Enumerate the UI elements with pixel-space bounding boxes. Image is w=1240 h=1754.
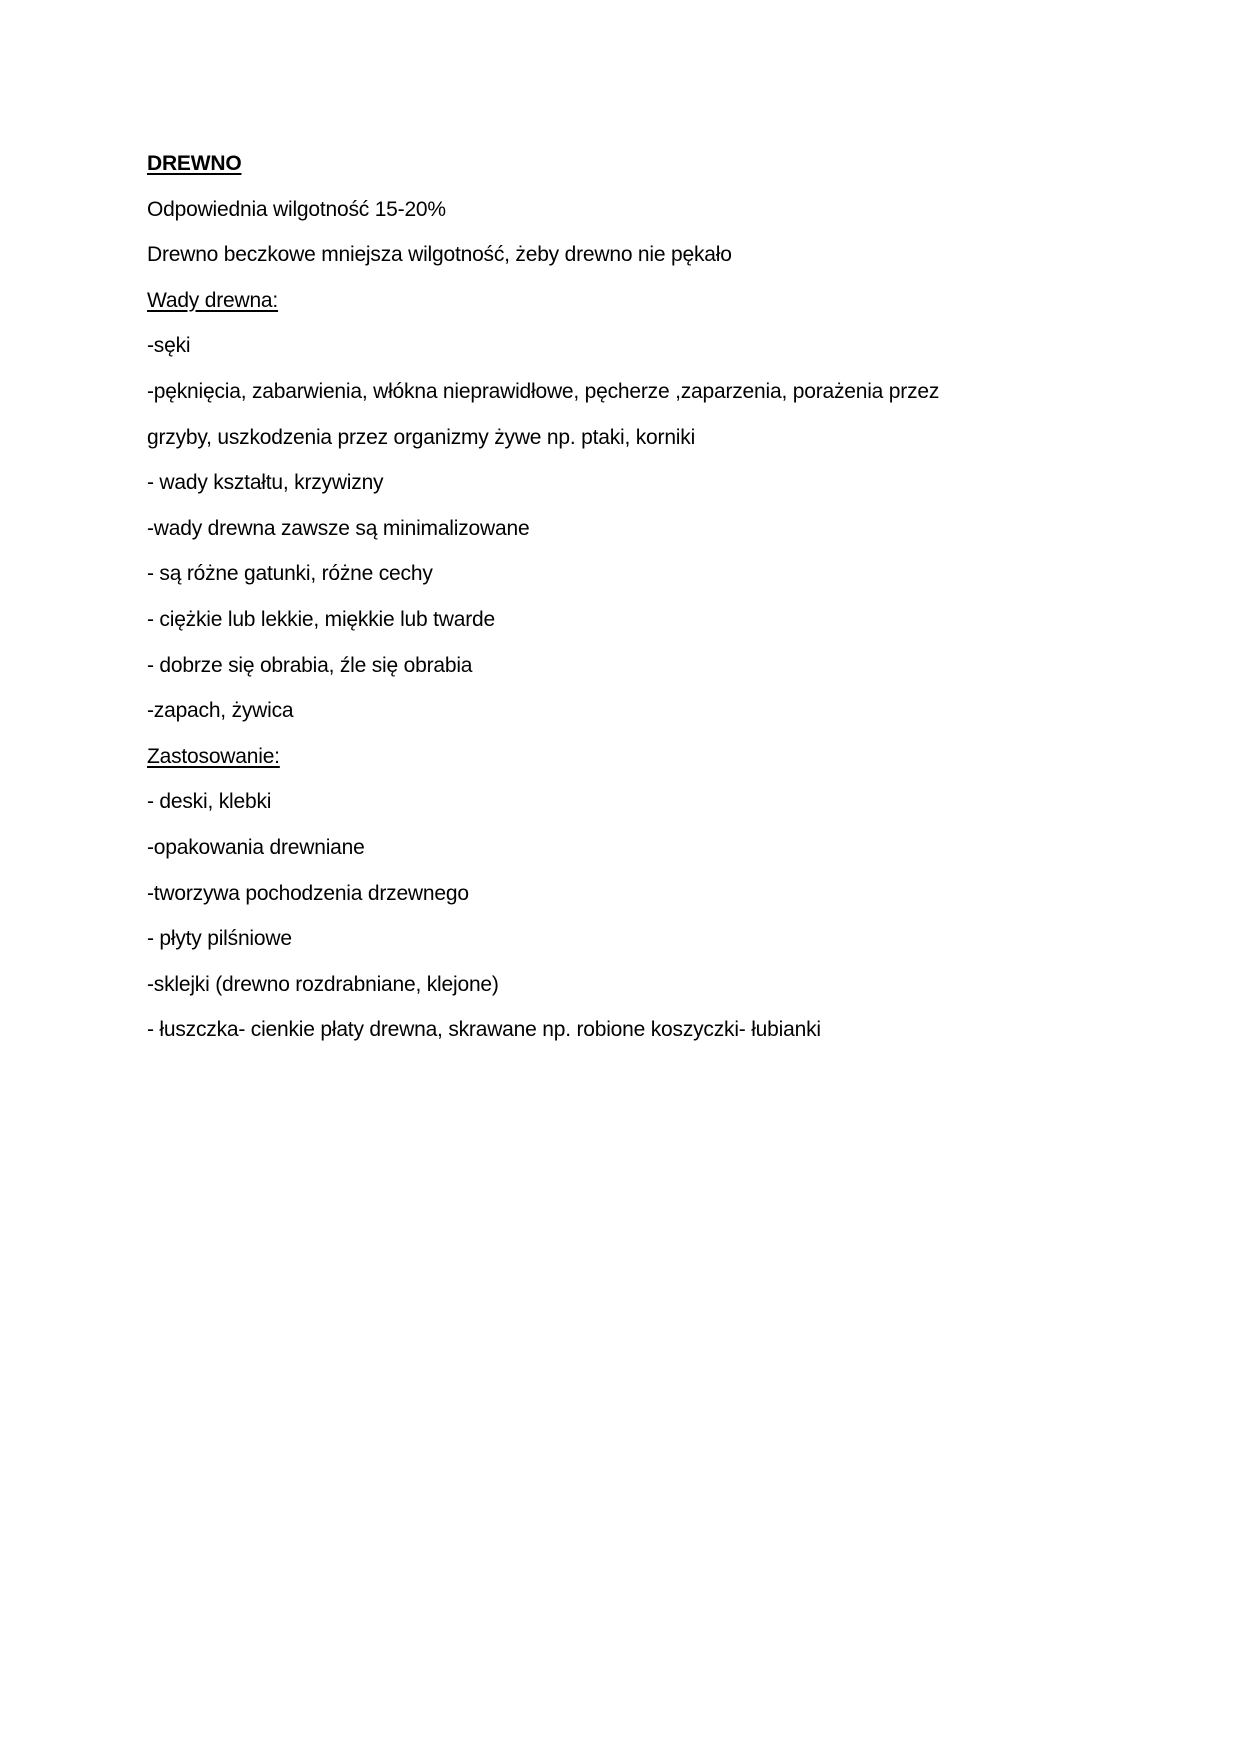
defect-line: -zapach, żywica: [147, 699, 294, 723]
section-heading-uses: Zastosowanie:: [147, 744, 280, 768]
defect-line: - wady kształtu, krzywizny: [147, 471, 384, 495]
defect-line: grzyby, uszkodzenia przez organizmy żywe np. ptaki, korniki: [147, 425, 696, 449]
document-body: [147, 141, 1107, 1053]
section-heading-defects: Wady drewna:: [147, 288, 279, 312]
defect-line: - ciężkie lub lekkie, miękkie lub twarde: [147, 607, 495, 631]
defect-line: -wady drewna zawsze są minimalizowane: [147, 516, 530, 540]
use-line: -sklejki (drewno rozdrabniane, klejone): [147, 972, 499, 996]
defect-line: - dobrze się obrabia, źle się obrabia: [147, 653, 473, 677]
use-line: - deski, klebki: [147, 790, 272, 814]
use-line: -opakowania drewniane: [147, 835, 365, 859]
use-line: - łuszczka- cienkie płaty drewna, skrawane np. robione koszyczki- łubianki: [147, 1018, 821, 1042]
defect-line: -pęknięcia, zabarwienia, włókna nieprawidłowe, pęcherze ,zaparzenia, porażenia przez: [147, 379, 940, 403]
defect-line: - są różne gatunki, różne cechy: [147, 562, 433, 586]
defect-line: -sęki: [147, 334, 191, 358]
intro-line: Drewno beczkowe mniejsza wilgotność, żeby drewno nie pękało: [147, 243, 732, 267]
intro-line: Odpowiednia wilgotność 15-20%: [147, 197, 446, 221]
use-line: - płyty pilśniowe: [147, 927, 292, 951]
document-title: DREWNO: [147, 152, 242, 175]
use-line: -tworzywa pochodzenia drzewnego: [147, 881, 469, 905]
